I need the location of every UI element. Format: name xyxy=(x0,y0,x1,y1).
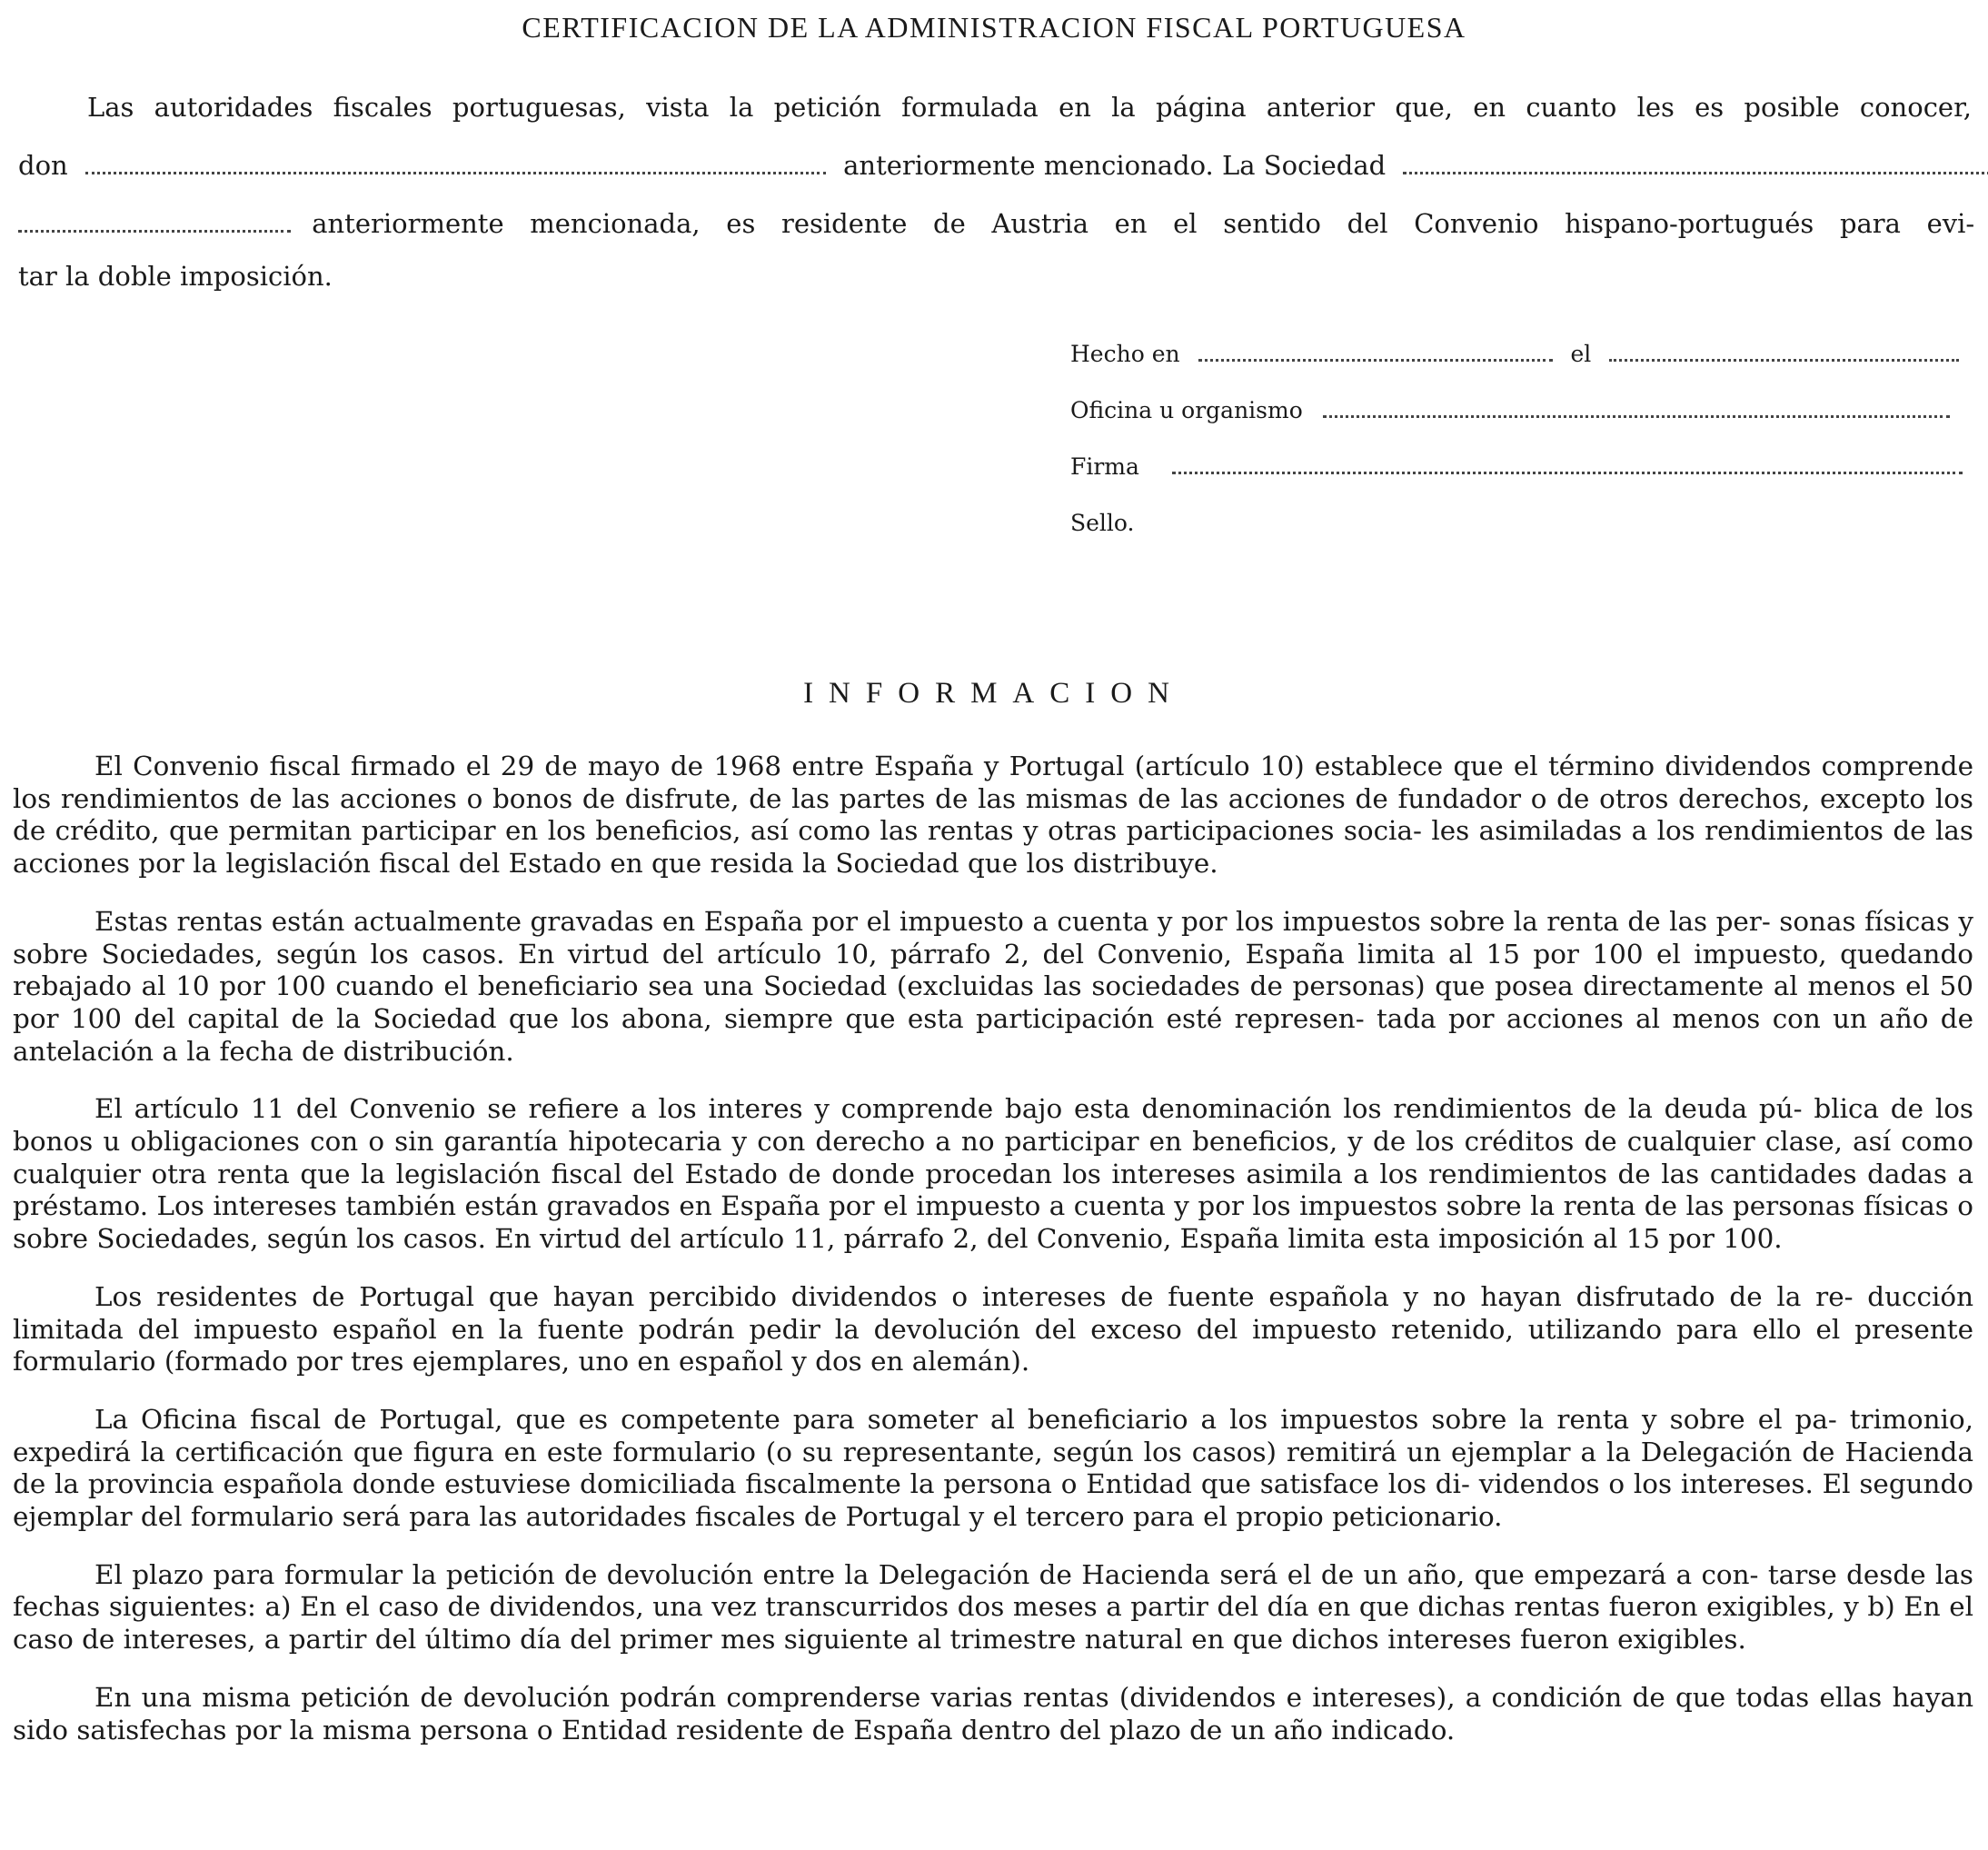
information-paragraph: El artículo 11 del Convenio se refiere a los interes y comprende bajo esta denominación los rendimientos de la deuda pú- blica de los bonos u obligaciones con o sin garantía hipotecaria y con derecho a no participar en beneficios, y de los créditos de cualquier clase, así como cualquier otra renta que la legislación fiscal del Estado de donde procedan los intereses asimila a los rendimientos de las cantidades dadas a préstamo. Los intereses también están gravados en España por el impuesto a cuenta y por los impuestos sobre la renta de las personas físicas o sobre Sociedades, según los casos. En virtud del artículo 11, párrafo 2, del Convenio, España limita esta imposición al 15 por 100. xyxy=(13,1093,1973,1255)
certification-line-1: Las autoridades fiscales portuguesas, vista la petición formulada en la página anterior que, en cuanto les es posible conocer, xyxy=(87,92,1972,123)
certification-line-2 xyxy=(18,147,1972,184)
information-paragraph: El plazo para formular la petición de devolución entre la Delegación de Hacienda será el de un año, que empezará a con- tarse desde las fechas siguientes: a) En el caso de dividendos, una vez transcurridos dos meses a partir del día en que dichas rentas fueron exigibles, y b) En el caso de intereses, a partir del último día del primer mes siguiente al trimestre natural en que dichos intereses fueron exigibles. xyxy=(13,1558,1973,1656)
information-body xyxy=(13,751,1973,1772)
signature-row-sello xyxy=(1070,505,1134,542)
hecho-en-label: Hecho en xyxy=(1070,341,1180,367)
signature-row-oficina xyxy=(1070,393,1950,429)
oficina-label: Oficina u organismo xyxy=(1070,397,1303,423)
signature-field[interactable] xyxy=(1172,471,1963,474)
signature-row-firma xyxy=(1070,449,1963,485)
certification-line-4: tar la doble imposición. xyxy=(18,261,333,292)
don-label: don xyxy=(18,150,68,181)
company-continuation-blank-field[interactable] xyxy=(18,229,291,233)
firma-label: Firma xyxy=(1070,453,1139,480)
place-field[interactable] xyxy=(1198,358,1553,362)
information-paragraph: Estas rentas están actualmente gravadas en España por el impuesto a cuenta y por los impuestos sobre la renta de las per- sonas físicas y sobre Sociedades, según los casos. En virtud del artículo 10, párrafo 2, del Convenio, España limita al 15 por 100 el impuesto, quedando rebajado al 10 por 100 cuando el beneficiario sea una Sociedad (excluidas las sociedades de personas) que posea directamente al menos el 50 por 100 del capital de la Sociedad que los abona, siempre que esta participación esté represen- tada por acciones al menos con un año de antelación a la fecha de distribución. xyxy=(13,905,1973,1067)
company-blank-field[interactable] xyxy=(1403,171,1988,174)
date-field[interactable] xyxy=(1609,358,1959,362)
information-title: INFORMACION xyxy=(803,677,1185,710)
el-label: el xyxy=(1570,341,1592,367)
line-3-text: anteriormente mencionada, es residente de Austria en el sentido del Convenio hispano-portugués para evi- xyxy=(312,208,1975,239)
information-paragraph: Los residentes de Portugal que hayan percibido dividendos o intereses de fuente española y no hayan disfrutado de la re- ducción limitada del impuesto español en la fuente podrán pedir la devolución del exceso del impuesto retenido, utilizando para ello el presente formulario (formado por tres ejemplares, uno en español y dos en alemán). xyxy=(13,1280,1973,1378)
signature-row-hecho-en xyxy=(1070,336,1959,373)
information-paragraph: El Convenio fiscal firmado el 29 de mayo de 1968 entre España y Portugal (artículo 10) establece que el término dividendos comprende los rendimientos de las acciones o bonos de disfrute, de las partes de las mismas de las acciones de fundador o de otros derechos, excepto los de crédito, que permitan participar en los beneficios, así como las rentas y otras participaciones socia- les asimiladas a los rendimientos de las acciones por la legislación fiscal del Estado en que resida la Sociedad que los distribuye. xyxy=(13,751,1973,880)
information-paragraph: La Oficina fiscal de Portugal, que es competente para someter al beneficiario a los impuestos sobre la renta y sobre el pa- trimonio, expedirá la certificación que figura en este formulario (o su representante, según los casos) remitirá un ejemplar a la Delegación de Hacienda de la provincia española donde estuviese domiciliada fiscalmente la persona o Entidad que satisface los di- videndos o los intereses. El segundo ejemplar del formulario será para las autoridades fiscales de Portugal y el tercero para el propio peticionario. xyxy=(13,1403,1973,1533)
name-blank-field[interactable] xyxy=(85,171,826,174)
sello-label: Sello. xyxy=(1070,510,1135,536)
certification-title: CERTIFICACION DE LA ADMINISTRACION FISCAL PORTUGUESA xyxy=(522,11,1466,44)
certification-line-3 xyxy=(18,205,1975,242)
line-2-text: anteriormente mencionado. La Sociedad xyxy=(843,150,1387,181)
office-field[interactable] xyxy=(1323,414,1950,418)
information-paragraph: En una misma petición de devolución podrán comprenderse varias rentas (dividendos e intereses), a condición de que todas ellas hayan sido satisfechas por la misma persona o Entidad residente de España dentro del plazo de un año indicado. xyxy=(13,1681,1973,1746)
